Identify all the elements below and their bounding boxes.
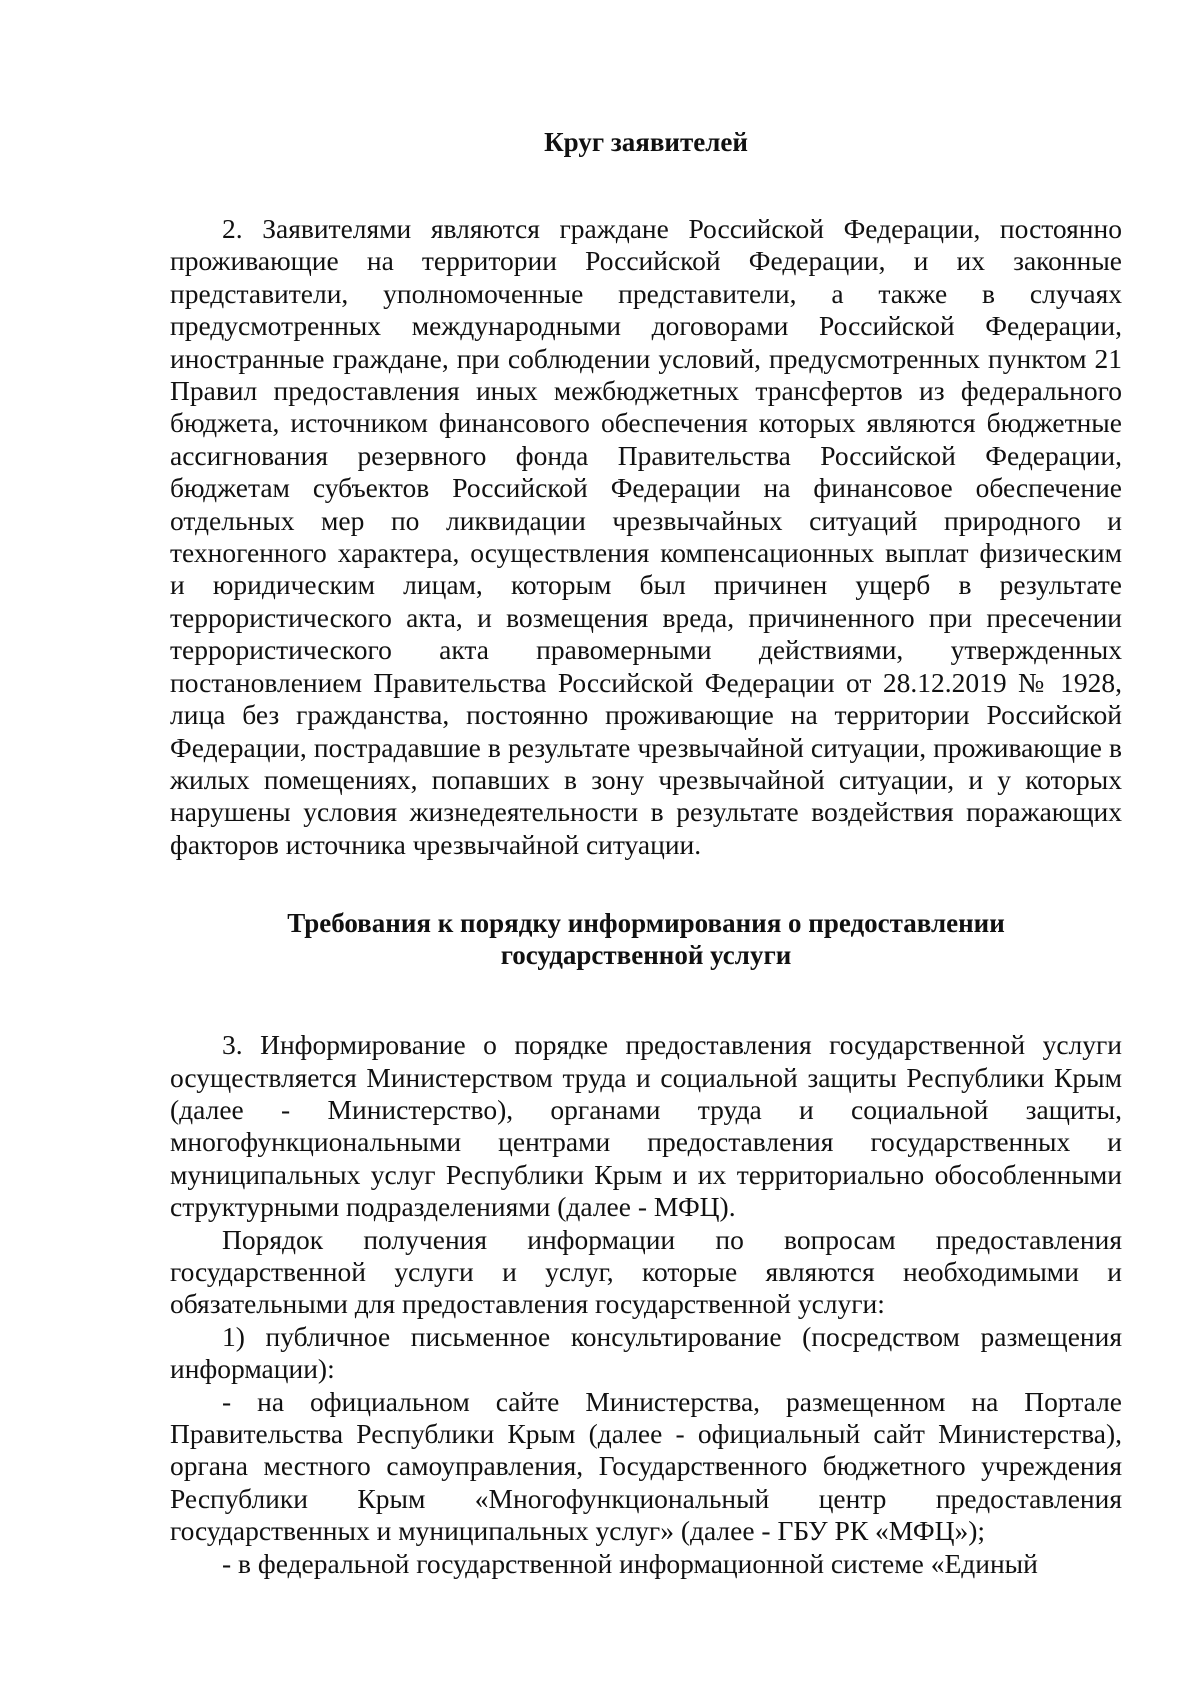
section-heading-applicants: Круг заявителей — [544, 127, 748, 157]
section-heading-informing-line-1: Требования к порядку информирования о предоставлении — [287, 908, 1005, 939]
paragraph-dash-federal-system: - в федеральной государственной информационной системе «Единый — [222, 1547, 1038, 1579]
paragraph-order-of-obtaining: Порядок получения информации по вопросам предоставления государственной услуги и услуг, которые являются необходимыми и обязательными для предоставления государственной услуги: — [170, 1223, 1122, 1320]
section-heading-informing — [170, 907, 1122, 971]
paragraph-3-informing: 3. Информирование о порядке предоставления государственной услуги осуществляется Министерством труда и социальной защиты Республики Крым (далее - Министерство), органами труда и социальной защиты, многофункциональными центрами предоставления государственных и муниципальных услуг Республики Крым и их территориально обособленными структурными подразделениями (далее - МФЦ). — [170, 1029, 1122, 1223]
paragraph-item-1-public-consulting: 1) публичное письменное консультирование (посредством размещения информации): — [170, 1320, 1122, 1385]
paragraph-2-applicants: 2. Заявителями являются граждане Российской Федерации, постоянно проживающие на территории Российской Федерации, и их законные представители, уполномоченные представители, а также в случаях предусмотренных международными договорами Российской Федерации, иностранные граждане, при соблюдении условий, предусмотренных пунктом 21 Правил предоставления иных межбюджетных трансфертов из федерального бюджета, источником финансового обеспечения которых являются бюджетные ассигнования резервного фонда Правительства Российской Федерации, бюджетам субъектов Российской Федерации на финансовое обеспечение отдельных мер по ликвидации чрезвычайных ситуаций природного и техногенного характера, осуществления компенсационных выплат физическим и юридическим лицам, которым был причинен ущерб в результате террористического акта, и возмещения вреда, причиненного при пресечении террористического акта правомерными действиями, утвержденных постановлением Правительства Российской Федерации от 28.12.2019 № 1928, лица без гражданства, постоянно проживающие на территории Российской Федерации, пострадавшие в результате чрезвычайной ситуации, проживающие в жилых помещениях, попавших в зону чрезвычайной ситуации, и у которых нарушены условия жизнедеятельности в результате воздействия поражающих факторов источника чрезвычайной ситуации. — [170, 213, 1122, 860]
section-heading-informing-line-2: государственной услуги — [500, 940, 792, 971]
document-body — [170, 126, 1122, 1580]
paragraph-dash-official-site: - на официальном сайте Министерства, размещенном на Портале Правительства Республики Крым (далее - официальный сайт Министерства), органа местного самоуправления, Государственного бюджетного учреждения Республики Крым «Многофункциональный центр предоставления государственных и муниципальных услуг» (далее - ГБУ РК «МФЦ»); — [170, 1385, 1122, 1547]
